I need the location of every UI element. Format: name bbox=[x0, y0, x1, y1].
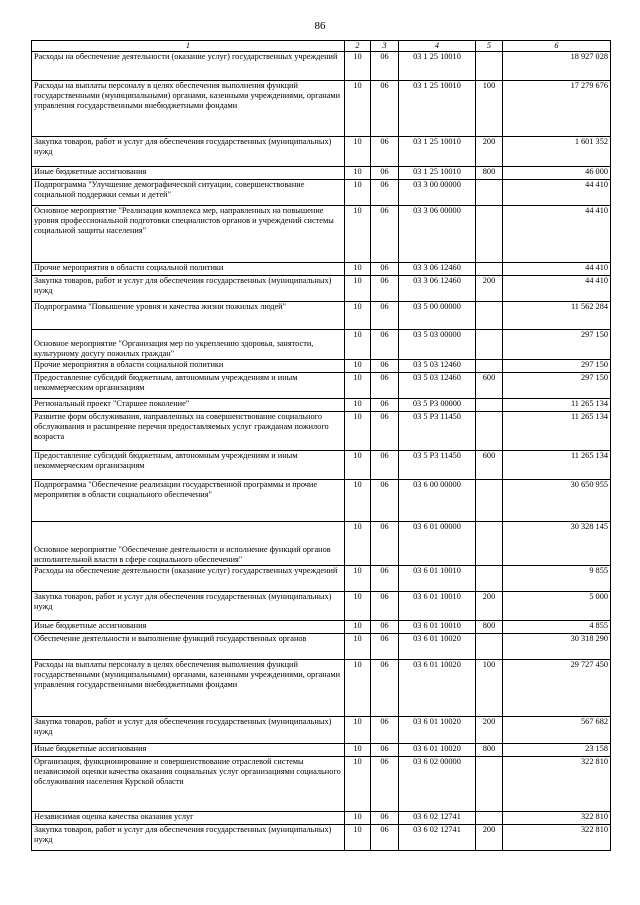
row-expense-type: 800 bbox=[476, 167, 503, 180]
row-subsection: 06 bbox=[371, 634, 399, 660]
row-section: 10 bbox=[345, 592, 371, 621]
row-target-item: 03 3 00 00000 bbox=[399, 180, 476, 206]
row-target-item: 03 1 25 10010 bbox=[399, 81, 476, 137]
table-row bbox=[32, 399, 611, 412]
row-target-item: 03 5 P3 00000 bbox=[399, 399, 476, 412]
table-row bbox=[32, 480, 611, 522]
row-expense-type bbox=[476, 180, 503, 206]
page-number: 86 bbox=[314, 20, 326, 32]
row-section: 10 bbox=[345, 634, 371, 660]
row-subsection: 06 bbox=[371, 592, 399, 621]
row-expense-type: 800 bbox=[476, 621, 503, 634]
row-target-item: 03 6 00 00000 bbox=[399, 480, 476, 522]
row-expense-type: 200 bbox=[476, 717, 503, 744]
row-name: Региональный проект "Старшее поколение" bbox=[32, 399, 345, 412]
row-subsection: 06 bbox=[371, 480, 399, 522]
row-amount: 322 810 bbox=[503, 825, 611, 851]
row-amount: 30 650 955 bbox=[503, 480, 611, 522]
row-expense-type bbox=[476, 360, 503, 373]
row-subsection: 06 bbox=[371, 412, 399, 451]
row-amount: 29 727 450 bbox=[503, 660, 611, 717]
table-row bbox=[32, 167, 611, 180]
row-name: Подпрограмма "Улучшение демографической ситуации, совершенствование социальной поддержки семьи и детей" bbox=[32, 180, 345, 206]
table-row bbox=[32, 451, 611, 480]
row-expense-type bbox=[476, 206, 503, 263]
row-amount: 11 562 284 bbox=[503, 302, 611, 330]
row-subsection: 06 bbox=[371, 137, 399, 167]
row-target-item: 03 5 P3 11450 bbox=[399, 451, 476, 480]
table-row bbox=[32, 621, 611, 634]
row-amount: 46 000 bbox=[503, 167, 611, 180]
row-subsection: 06 bbox=[371, 825, 399, 851]
row-section: 10 bbox=[345, 825, 371, 851]
column-header-amount: 6 bbox=[503, 41, 611, 52]
row-subsection: 06 bbox=[371, 566, 399, 592]
row-target-item: 03 5 03 00000 bbox=[399, 330, 476, 360]
row-subsection: 06 bbox=[371, 302, 399, 330]
row-expense-type bbox=[476, 566, 503, 592]
row-subsection: 06 bbox=[371, 330, 399, 360]
row-expense-type bbox=[476, 757, 503, 812]
row-target-item: 03 6 01 10020 bbox=[399, 744, 476, 757]
row-name: Обеспечение деятельности и выполнение функций государственных органов bbox=[32, 634, 345, 660]
row-amount: 11 265 134 bbox=[503, 451, 611, 480]
table-header-row bbox=[32, 41, 611, 52]
row-expense-type bbox=[476, 412, 503, 451]
row-target-item: 03 6 01 10010 bbox=[399, 592, 476, 621]
row-subsection: 06 bbox=[371, 52, 399, 81]
row-expense-type: 800 bbox=[476, 744, 503, 757]
row-amount: 5 000 bbox=[503, 592, 611, 621]
row-amount: 297 150 bbox=[503, 330, 611, 360]
row-expense-type bbox=[476, 634, 503, 660]
row-section: 10 bbox=[345, 522, 371, 566]
table-row bbox=[32, 592, 611, 621]
row-amount: 44 410 bbox=[503, 276, 611, 302]
row-amount: 322 810 bbox=[503, 812, 611, 825]
column-header-name: 1 bbox=[32, 41, 345, 52]
row-name: Закупка товаров, работ и услуг для обеспечения государственных (муниципальных) нужд bbox=[32, 717, 345, 744]
table-row bbox=[32, 52, 611, 81]
table-row bbox=[32, 825, 611, 851]
row-section: 10 bbox=[345, 373, 371, 399]
row-name: Независимая оценка качества оказания услуг bbox=[32, 812, 345, 825]
table-row bbox=[32, 412, 611, 451]
row-section: 10 bbox=[345, 81, 371, 137]
row-name: Расходы на обеспечение деятельности (оказание услуг) государственных учреждений bbox=[32, 52, 345, 81]
row-expense-type: 600 bbox=[476, 451, 503, 480]
table-row bbox=[32, 373, 611, 399]
row-amount: 567 682 bbox=[503, 717, 611, 744]
row-target-item: 03 6 02 00000 bbox=[399, 757, 476, 812]
row-section: 10 bbox=[345, 757, 371, 812]
table-row bbox=[32, 137, 611, 167]
table-row bbox=[32, 744, 611, 757]
row-expense-type: 200 bbox=[476, 592, 503, 621]
table-row bbox=[32, 660, 611, 717]
row-name: Предоставление субсидий бюджетным, автономным учреждениям и иным некоммерческим организациям bbox=[32, 451, 345, 480]
column-header-subsection: 3 bbox=[371, 41, 399, 52]
row-target-item: 03 1 25 10010 bbox=[399, 167, 476, 180]
row-expense-type: 100 bbox=[476, 81, 503, 137]
row-subsection: 06 bbox=[371, 399, 399, 412]
row-amount: 18 927 028 bbox=[503, 52, 611, 81]
table-row bbox=[32, 812, 611, 825]
row-amount: 44 410 bbox=[503, 180, 611, 206]
row-amount: 297 150 bbox=[503, 360, 611, 373]
row-target-item: 03 6 02 12741 bbox=[399, 812, 476, 825]
row-amount: 30 318 290 bbox=[503, 634, 611, 660]
row-subsection: 06 bbox=[371, 180, 399, 206]
row-section: 10 bbox=[345, 621, 371, 634]
row-section: 10 bbox=[345, 263, 371, 276]
row-subsection: 06 bbox=[371, 744, 399, 757]
row-subsection: 06 bbox=[371, 373, 399, 399]
row-section: 10 bbox=[345, 137, 371, 167]
row-expense-type bbox=[476, 263, 503, 276]
row-name: Расходы на выплаты персоналу в целях обеспечения выполнения функций государственными (муниципальными) органами, казенными учреждениями, органами управления государственными внебюджетными фондами bbox=[32, 81, 345, 137]
row-expense-type: 200 bbox=[476, 276, 503, 302]
row-target-item: 03 6 01 10010 bbox=[399, 566, 476, 592]
row-name: Закупка товаров, работ и услуг для обеспечения государственных (муниципальных) нужд bbox=[32, 592, 345, 621]
row-expense-type: 600 bbox=[476, 373, 503, 399]
row-amount: 30 328 145 bbox=[503, 522, 611, 566]
row-section: 10 bbox=[345, 399, 371, 412]
row-name: Основное мероприятие "Реализация комплекса мер, направленных на повышение уровня профессиональной подготовки специалистов органов и учреждений системы социальной защиты населения" bbox=[32, 206, 345, 263]
row-target-item: 03 6 01 10020 bbox=[399, 660, 476, 717]
row-subsection: 06 bbox=[371, 812, 399, 825]
row-target-item: 03 3 06 12460 bbox=[399, 263, 476, 276]
row-section: 10 bbox=[345, 167, 371, 180]
row-name: Закупка товаров, работ и услуг для обеспечения государственных (муниципальных) нужд bbox=[32, 825, 345, 851]
row-expense-type bbox=[476, 480, 503, 522]
row-subsection: 06 bbox=[371, 621, 399, 634]
row-subsection: 06 bbox=[371, 167, 399, 180]
row-target-item: 03 1 25 10010 bbox=[399, 52, 476, 81]
row-target-item: 03 5 03 12460 bbox=[399, 360, 476, 373]
row-expense-type bbox=[476, 330, 503, 360]
table-row bbox=[32, 206, 611, 263]
row-name: Организация, функционирование и совершенствование отраслевой системы независимой оценки качества оказания социальных услуг организациями социального обслуживания населения Курской области bbox=[32, 757, 345, 812]
row-section: 10 bbox=[345, 360, 371, 373]
row-name: Иные бюджетные ассигнования bbox=[32, 167, 345, 180]
table-row bbox=[32, 717, 611, 744]
row-amount: 17 279 676 bbox=[503, 81, 611, 137]
row-section: 10 bbox=[345, 180, 371, 206]
row-expense-type: 200 bbox=[476, 825, 503, 851]
table-row bbox=[32, 330, 611, 360]
row-name: Расходы на обеспечение деятельности (оказание услуг) государственных учреждений bbox=[32, 566, 345, 592]
row-amount: 23 158 bbox=[503, 744, 611, 757]
row-section: 10 bbox=[345, 660, 371, 717]
table-row bbox=[32, 634, 611, 660]
row-name: Основное мероприятие "Организация мер по укреплению здоровья, занятости, культурному досугу пожилых граждан" bbox=[32, 330, 345, 360]
row-amount: 44 410 bbox=[503, 263, 611, 276]
row-name: Закупка товаров, работ и услуг для обеспечения государственных (муниципальных) нужд bbox=[32, 276, 345, 302]
row-subsection: 06 bbox=[371, 717, 399, 744]
row-name: Развитие форм обслуживания, направленных на совершенствование социального обслуживания и расширение перечня предоставляемых услуг гражданам пожилого возраста bbox=[32, 412, 345, 451]
table-row bbox=[32, 263, 611, 276]
row-expense-type bbox=[476, 302, 503, 330]
row-target-item: 03 6 02 12741 bbox=[399, 825, 476, 851]
row-name: Закупка товаров, работ и услуг для обеспечения государственных (муниципальных) нужд bbox=[32, 137, 345, 167]
row-section: 10 bbox=[345, 276, 371, 302]
row-target-item: 03 1 25 10010 bbox=[399, 137, 476, 167]
row-subsection: 06 bbox=[371, 451, 399, 480]
row-section: 10 bbox=[345, 302, 371, 330]
row-amount: 9 855 bbox=[503, 566, 611, 592]
row-section: 10 bbox=[345, 717, 371, 744]
row-amount: 297 150 bbox=[503, 373, 611, 399]
row-expense-type bbox=[476, 522, 503, 566]
row-name: Подпрограмма "Повышение уровня и качества жизни пожилых людей" bbox=[32, 302, 345, 330]
row-subsection: 06 bbox=[371, 206, 399, 263]
row-name: Иные бюджетные ассигнования bbox=[32, 621, 345, 634]
table-row bbox=[32, 566, 611, 592]
row-section: 10 bbox=[345, 744, 371, 757]
table-row bbox=[32, 302, 611, 330]
column-header-target-item: 4 bbox=[399, 41, 476, 52]
row-subsection: 06 bbox=[371, 757, 399, 812]
row-target-item: 03 5 03 12460 bbox=[399, 373, 476, 399]
row-name: Основное мероприятие "Обеспечение деятельности и исполнение функций органов исполнительной власти в сфере социального обеспечения" bbox=[32, 522, 345, 566]
row-amount: 11 265 134 bbox=[503, 399, 611, 412]
row-amount: 44 410 bbox=[503, 206, 611, 263]
row-target-item: 03 3 06 12460 bbox=[399, 276, 476, 302]
row-name: Расходы на выплаты персоналу в целях обеспечения выполнения функций государственными (муниципальными) органами, казенными учреждениями, органами управления государственными внебюджетными фондами bbox=[32, 660, 345, 717]
table-row bbox=[32, 360, 611, 373]
row-subsection: 06 bbox=[371, 276, 399, 302]
row-section: 10 bbox=[345, 480, 371, 522]
row-section: 10 bbox=[345, 412, 371, 451]
row-expense-type bbox=[476, 812, 503, 825]
row-target-item: 03 6 01 10020 bbox=[399, 717, 476, 744]
table-row bbox=[32, 180, 611, 206]
row-section: 10 bbox=[345, 812, 371, 825]
table-row bbox=[32, 522, 611, 566]
row-name: Иные бюджетные ассигнования bbox=[32, 744, 345, 757]
row-name: Подпрограмма "Обеспечение реализации государственной программы и прочие мероприятия в области социального обеспечения" bbox=[32, 480, 345, 522]
row-name: Прочие мероприятия в области социальной политики bbox=[32, 263, 345, 276]
row-section: 10 bbox=[345, 52, 371, 81]
row-section: 10 bbox=[345, 330, 371, 360]
column-header-expense-type: 5 bbox=[476, 41, 503, 52]
row-target-item: 03 6 01 00000 bbox=[399, 522, 476, 566]
row-subsection: 06 bbox=[371, 360, 399, 373]
row-subsection: 06 bbox=[371, 522, 399, 566]
row-target-item: 03 5 00 00000 bbox=[399, 302, 476, 330]
row-subsection: 06 bbox=[371, 660, 399, 717]
table-row bbox=[32, 757, 611, 812]
column-header-section: 2 bbox=[345, 41, 371, 52]
row-section: 10 bbox=[345, 206, 371, 263]
row-subsection: 06 bbox=[371, 263, 399, 276]
row-subsection: 06 bbox=[371, 81, 399, 137]
table-row bbox=[32, 81, 611, 137]
row-target-item: 03 6 01 10020 bbox=[399, 634, 476, 660]
row-target-item: 03 3 06 00000 bbox=[399, 206, 476, 263]
row-target-item: 03 5 P3 11450 bbox=[399, 412, 476, 451]
row-expense-type: 200 bbox=[476, 137, 503, 167]
row-amount: 4 855 bbox=[503, 621, 611, 634]
row-section: 10 bbox=[345, 566, 371, 592]
budget-table bbox=[31, 40, 611, 851]
row-name: Прочие мероприятия в области социальной политики bbox=[32, 360, 345, 373]
row-expense-type bbox=[476, 399, 503, 412]
row-target-item: 03 6 01 10010 bbox=[399, 621, 476, 634]
row-amount: 322 810 bbox=[503, 757, 611, 812]
row-amount: 1 601 352 bbox=[503, 137, 611, 167]
row-expense-type: 100 bbox=[476, 660, 503, 717]
table-row bbox=[32, 276, 611, 302]
row-section: 10 bbox=[345, 451, 371, 480]
row-name: Предоставление субсидий бюджетным, автономным учреждениям и иным некоммерческим организациям bbox=[32, 373, 345, 399]
row-amount: 11 265 134 bbox=[503, 412, 611, 451]
row-expense-type bbox=[476, 52, 503, 81]
